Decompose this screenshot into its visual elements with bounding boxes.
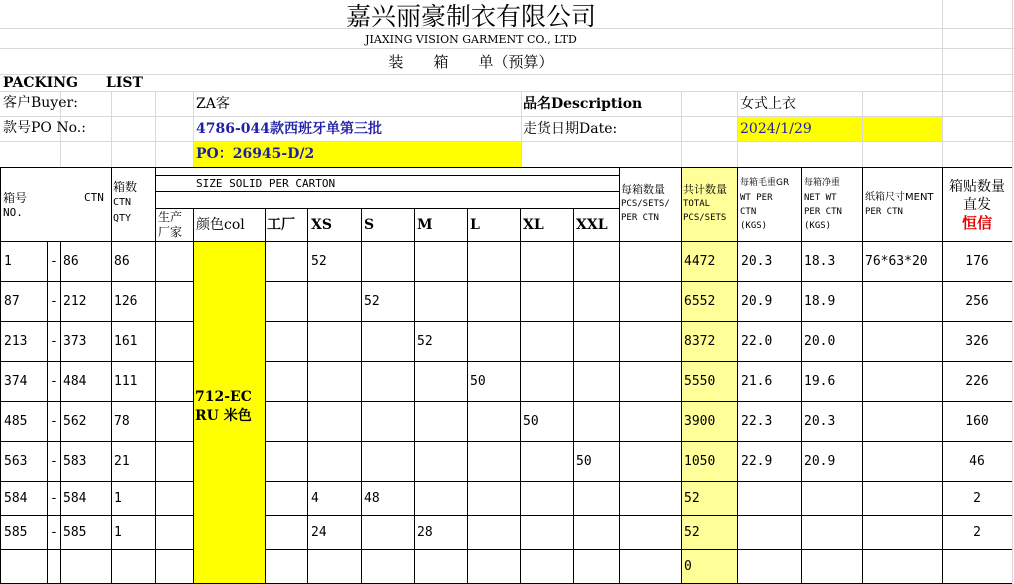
col-label-1: 箱贴数量 — [949, 179, 1005, 195]
col-color: 颜色col — [196, 217, 245, 233]
cell-ctn-qty: 161 — [114, 334, 138, 349]
color-value: 712-ECRU 米色 — [195, 389, 252, 424]
cell-total: 0 — [684, 559, 692, 574]
cell-dash: - — [50, 294, 58, 309]
company-name-cn: 嘉兴丽豪制衣有限公司 — [345, 2, 596, 31]
col-per-ctn-3: PER CTN — [621, 213, 659, 223]
cell-total: 1050 — [684, 454, 716, 469]
cell-label-count: 46 — [969, 454, 985, 469]
date-label: 走货日期Date: — [523, 121, 618, 137]
cell-total: 3900 — [684, 414, 716, 429]
col-per-ctn-2: PCS/SETS/ — [621, 199, 670, 209]
col-net-3: PER CTN — [804, 207, 842, 217]
cell-box-from: 485 — [4, 414, 28, 429]
cell-dash: - — [50, 454, 58, 469]
col-meas-1: 纸箱尺寸MENT — [865, 192, 934, 203]
cell-label-count: 226 — [965, 374, 989, 389]
date-value: 2024/1/29 — [740, 121, 812, 137]
cell-size-l: 50 — [470, 374, 486, 389]
cell-box-from: 584 — [4, 491, 28, 506]
col-per-ctn-1: 每箱数量 — [621, 183, 665, 196]
packing-list-label: PACKING LIST — [3, 75, 143, 91]
col-plant: 工厂 — [267, 217, 295, 233]
cell-measurement: 76*63*20 — [865, 254, 928, 269]
cell-label-count: 176 — [965, 254, 989, 269]
cell-total: 52 — [684, 525, 700, 540]
cell-box-to: 583 — [63, 454, 87, 469]
cell-dash: - — [50, 491, 58, 506]
col-total-2: TOTAL — [683, 199, 711, 209]
cell-net-weight: 18.3 — [804, 254, 836, 269]
cell-box-to: 212 — [63, 294, 87, 309]
col-meas-2: PER CTN — [865, 207, 903, 217]
cell-label-count: 326 — [965, 334, 989, 349]
cell-box-from: 563 — [4, 454, 28, 469]
cell-ctn-qty: 1 — [114, 525, 122, 540]
buyer-value: ZA客 — [196, 96, 230, 112]
col-size-xs: XS — [311, 217, 332, 233]
col-total-3: PCS/SETS — [683, 213, 727, 223]
cell-size-s: 52 — [364, 294, 380, 309]
col-ctn-qty-1: 箱数 — [113, 180, 138, 194]
col-factory-2: 厂家 — [158, 225, 183, 239]
cell-box-to: 484 — [63, 374, 87, 389]
cell-dash: - — [50, 414, 58, 429]
col-factory-1: 生产 — [158, 210, 183, 224]
description-value: 女式上衣 — [740, 96, 796, 112]
col-label-3: 恒信 — [961, 214, 992, 232]
col-total-1: 共计数量 — [683, 183, 727, 196]
cell-box-from: 1 — [4, 254, 12, 269]
cell-dash: - — [50, 525, 58, 540]
col-size-header: SIZE SOLID PER CARTON — [196, 177, 336, 190]
po-value: 4786-044款西班牙单第三批 — [196, 121, 382, 137]
po-label: 款号PO No.: — [3, 120, 86, 136]
cell-net-weight: 18.9 — [804, 294, 836, 309]
col-size-l: L — [470, 217, 480, 233]
cell-gross-weight: 20.3 — [741, 254, 773, 269]
cell-ctn-qty: 111 — [114, 374, 138, 389]
cell-box-from: 87 — [4, 294, 20, 309]
col-label-2: 直发 — [963, 197, 991, 213]
col-net-4: (KGS) — [804, 221, 832, 231]
cell-box-to: 562 — [63, 414, 87, 429]
col-box-no-cn: 箱号 — [3, 191, 28, 205]
description-label: 品名Description — [523, 96, 643, 112]
cell-box-to: 585 — [63, 525, 87, 540]
cell-gross-weight: 20.9 — [741, 294, 773, 309]
cell-total: 4472 — [684, 254, 716, 269]
cell-ctn-qty: 78 — [114, 414, 130, 429]
cell-dash: - — [50, 254, 58, 269]
col-box-no-en: NO. — [3, 206, 23, 219]
cell-label-count: 160 — [965, 414, 989, 429]
col-gross-3: CTN — [740, 207, 757, 217]
cell-gross-weight: 22.3 — [741, 414, 773, 429]
cell-gross-weight: 22.0 — [741, 334, 773, 349]
cell-dash: - — [50, 334, 58, 349]
po-number: PO：26945-D/2 — [196, 146, 315, 162]
cell-ctn-qty: 1 — [114, 491, 122, 506]
cell-total: 5550 — [684, 374, 716, 389]
col-ctn: CTN — [84, 191, 104, 204]
cell-ctn-qty: 126 — [114, 294, 138, 309]
col-size-m: M — [417, 217, 433, 233]
cell-dash: - — [50, 374, 58, 389]
cell-box-from: 585 — [4, 525, 28, 540]
col-gross-1: 每箱毛重GR — [740, 178, 790, 188]
cell-box-from: 374 — [4, 374, 28, 389]
buyer-label: 客户Buyer: — [3, 95, 78, 111]
col-size-s: S — [364, 217, 375, 233]
cell-box-to: 584 — [63, 491, 87, 506]
company-name-en: JIAXING VISION GARMENT CO., LTD — [365, 33, 577, 46]
cell-box-to: 373 — [63, 334, 87, 349]
cell-net-weight: 20.9 — [804, 454, 836, 469]
cell-net-weight: 19.6 — [804, 374, 836, 389]
cell-label-count: 2 — [973, 491, 981, 506]
cell-gross-weight: 21.6 — [741, 374, 773, 389]
cell-ctn-qty: 21 — [114, 454, 130, 469]
cell-size-xs: 4 — [311, 491, 319, 506]
cell-total: 52 — [684, 491, 700, 506]
cell-net-weight: 20.0 — [804, 334, 836, 349]
col-net-2: NET WT — [804, 193, 837, 203]
cell-label-count: 256 — [965, 294, 989, 309]
cell-total: 8372 — [684, 334, 716, 349]
cell-size-m: 52 — [417, 334, 433, 349]
cell-size-m: 28 — [417, 525, 433, 540]
cell-label-count: 2 — [973, 525, 981, 540]
cell-size-xs: 52 — [311, 254, 327, 269]
cell-size-xxl: 50 — [576, 454, 592, 469]
cell-total: 6552 — [684, 294, 716, 309]
col-net-1: 每箱净重 — [804, 178, 841, 188]
cell-size-s: 48 — [364, 491, 380, 506]
cell-ctn-qty: 86 — [114, 254, 130, 269]
document-title: 装 箱 单（预算） — [388, 53, 554, 71]
col-gross-2: WT PER — [740, 193, 773, 203]
col-size-xl: XL — [523, 217, 544, 233]
cell-box-to: 86 — [63, 254, 79, 269]
col-gross-4: (KGS) — [740, 221, 768, 231]
cell-gross-weight: 22.9 — [741, 454, 773, 469]
col-ctn-qty-2: CTN — [113, 197, 132, 208]
col-ctn-qty-3: QTY — [113, 213, 132, 224]
col-size-xxl: XXL — [576, 217, 608, 233]
cell-box-from: 213 — [4, 334, 28, 349]
cell-size-xl: 50 — [523, 414, 539, 429]
cell-net-weight: 20.3 — [804, 414, 836, 429]
cell-size-xs: 24 — [311, 525, 327, 540]
